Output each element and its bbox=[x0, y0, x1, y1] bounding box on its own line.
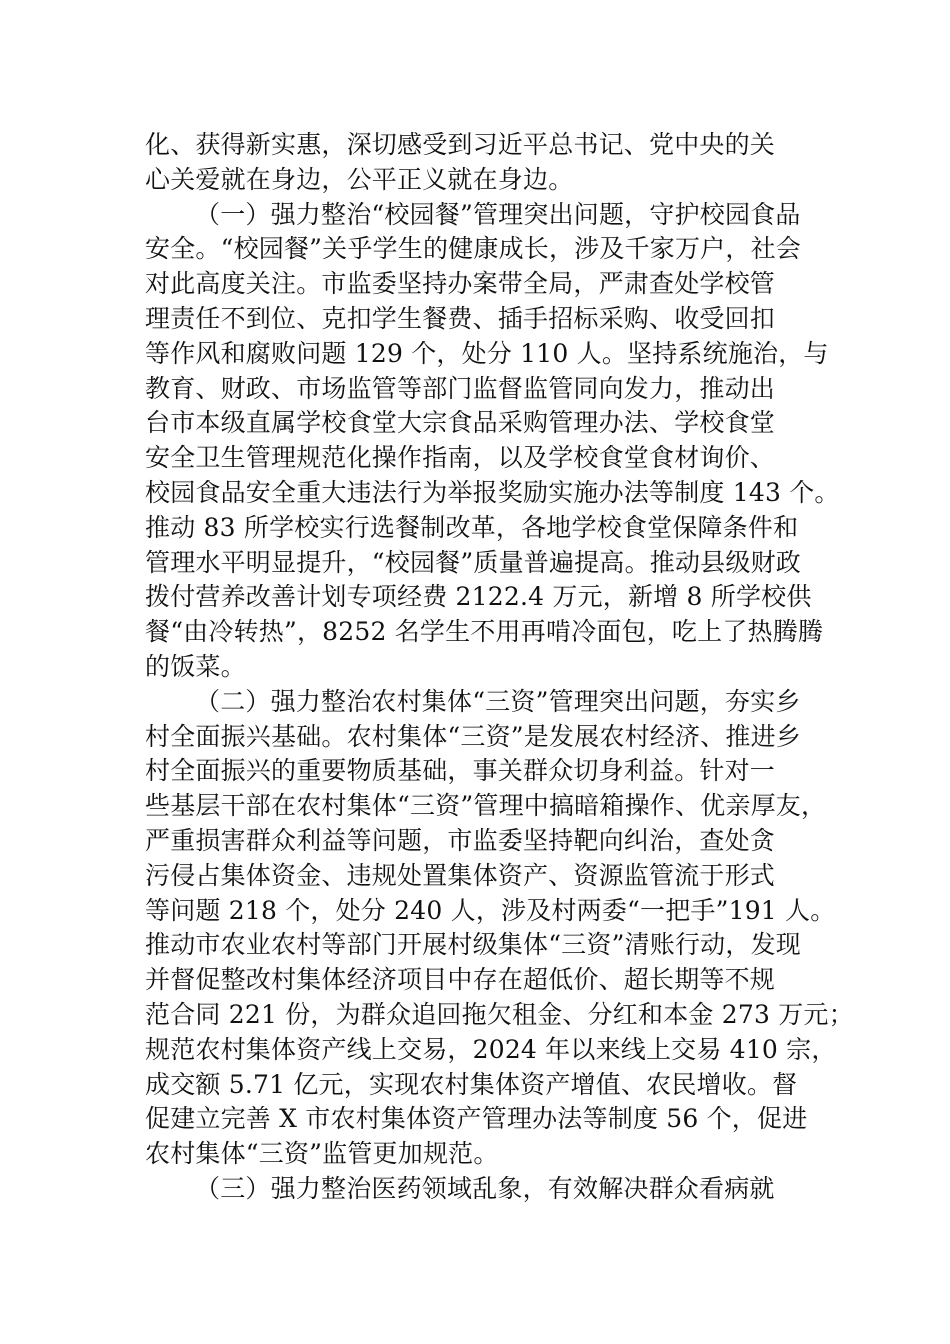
text-line: 成交额 5.71 亿元，实现农村集体资产增值、农民增收。督 bbox=[145, 1069, 798, 1099]
paragraph-heading-line: （二）强力整治农村集体“三资”管理突出问题，夯实乡 bbox=[195, 686, 801, 716]
text-line: 范合同 221 份，为群众追回拖欠租金、分红和本金 273 万元； bbox=[145, 999, 854, 1029]
text-line: 等问题 218 个，处分 240 人，涉及村两委“一把手”191 人。 bbox=[145, 895, 836, 925]
text-line: 规范农村集体资产线上交易，2024 年以来线上交易 410 宗， bbox=[145, 1034, 837, 1064]
text-line: 心关爱就在身边，公平正义就在身边。 bbox=[145, 164, 574, 194]
text-line: 推动 83 所学校实行选餐制改革，各地学校食堂保障条件和 bbox=[145, 512, 799, 542]
text-line: 理责任不到位、克扣学生餐费、插手招标采购、收受回扣 bbox=[145, 303, 776, 333]
paragraph-heading-line: （一）强力整治“校园餐”管理突出问题，守护校园食品 bbox=[195, 199, 801, 229]
text-line: 的饭菜。 bbox=[145, 651, 246, 681]
text-line: 促建立完善 X 市农村集体资产管理办法等制度 56 个，促进 bbox=[145, 1104, 808, 1134]
text-line: 村全面振兴基础。农村集体“三资”是发展农村经济、推进乡 bbox=[145, 721, 801, 751]
text-line: 村全面振兴的重要物质基础，事关群众切身利益。针对一 bbox=[145, 756, 776, 786]
text-line: 安全。“校园餐”关乎学生的健康成长，涉及千家万户，社会 bbox=[145, 234, 801, 264]
text-line: 等作风和腐败问题 129 个，处分 110 人。坚持系统施治，与 bbox=[145, 338, 829, 368]
text-line: 推动市农业农村等部门开展村级集体“三资”清账行动，发现 bbox=[145, 930, 801, 960]
paragraph-heading-line: （三）强力整治医药领域乱象，有效解决群众看病就 bbox=[195, 1173, 775, 1203]
text-line: 安全卫生管理规范化操作指南，以及学校食堂食材询价、 bbox=[145, 443, 776, 473]
text-line: 严重损害群众利益等问题，市监委坚持靶向纠治，查处贪 bbox=[145, 825, 776, 855]
text-line: 管理水平明显提升，“校园餐”质量普遍提高。推动县级财政 bbox=[145, 547, 801, 577]
text-line: 校园食品安全重大违法行为举报奖励实施办法等制度 143 个。 bbox=[145, 477, 840, 507]
text-line: 农村集体“三资”监管更加规范。 bbox=[145, 1139, 499, 1169]
text-line: 污侵占集体资金、违规处置集体资产、资源监管流于形式 bbox=[145, 860, 776, 890]
text-line: 并督促整改村集体经济项目中存在超低价、超长期等不规 bbox=[145, 965, 776, 995]
text-line: 台市本级直属学校食堂大宗食品采购管理办法、学校食堂 bbox=[145, 408, 776, 438]
text-line: 拨付营养改善计划专项经费 2122.4 万元，新增 8 所学校供 bbox=[145, 582, 812, 612]
text-line: 对此高度关注。市监委坚持办案带全局，严肃查处学校管 bbox=[145, 269, 776, 299]
text-line: 教育、财政、市场监管等部门监督监管同向发力，推动出 bbox=[145, 373, 776, 403]
text-line: 些基层干部在农村集体“三资”管理中搞暗箱操作、优亲厚友， bbox=[145, 791, 827, 821]
text-line: 餐“由冷转热”，8252 名学生不用再啃冷面包，吃上了热腾腾 bbox=[145, 617, 824, 647]
text-line: 化、获得新实惠，深切感受到习近平总书记、党中央的关 bbox=[145, 130, 776, 159]
document-body bbox=[145, 128, 854, 1207]
